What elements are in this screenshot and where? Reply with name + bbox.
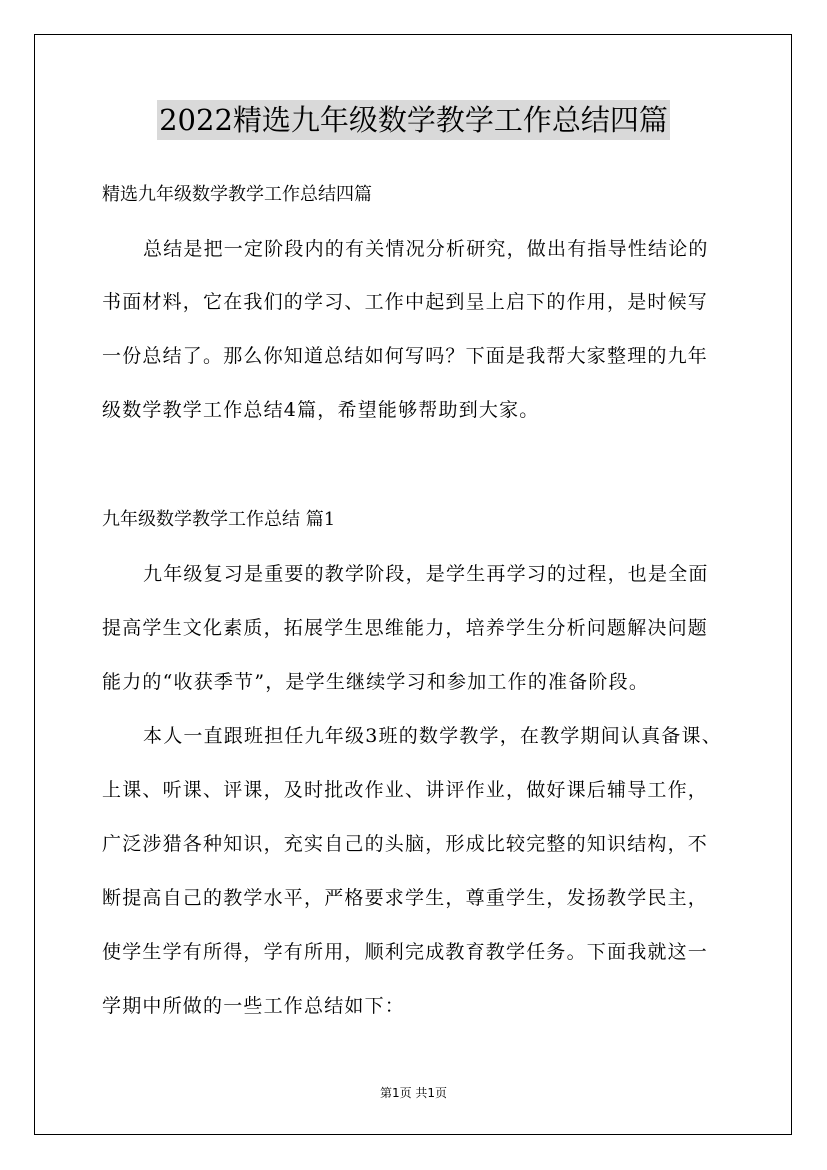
intro-line-1: 总结是把一定阶段内的有关情况分析研究，做出有指导性结论的 [143,238,709,260]
para2-line-3: 广泛涉猎各种知识，充实自己的头脑，形成比较完整的知识结构，不 [102,833,709,855]
para1-line-2: 提高学生文化素质，拓展学生思维能力，培养学生分析问题解决问题 [102,617,709,639]
para2-line-6: 学期中所做的一些工作总结如下： [102,995,406,1017]
para1-line-1: 九年级复习是重要的教学阶段，是学生再学习的过程，也是全面 [143,563,709,585]
intro-line-2: 书面材料，它在我们的学习、工作中起到呈上启下的作用，是时候写 [102,291,709,313]
intro-line-3: 一份总结了。那么你知道总结如何写吗？下面是我帮大家整理的九年 [102,345,709,367]
document-title: 2022精选九年级数学教学工作总结四篇 [157,100,670,140]
para2-line-5: 使学生学有所得，学有所用，顺利完成教育教学任务。下面我就这一 [102,941,709,963]
page-footer: 第1页 共1页 [379,1086,448,1100]
section-heading-1: 九年级数学教学工作总结 篇1 [102,509,336,530]
para2-line-4: 断提高自己的教学水平，严格要求学生，尊重学生，发扬教学民主， [102,887,709,909]
title-container [0,100,827,140]
para2-line-2: 上课、听课、评课，及时批改作业、讲评作业，做好课后辅导工作， [102,779,709,801]
para2-line-1: 本人一直跟班担任九年级3班的数学教学，在教学期间认真备课、 [143,725,722,747]
subtitle: 精选九年级数学教学工作总结四篇 [102,184,372,205]
para1-line-3: 能力的“收获季节”，是学生继续学习和参加工作的准备阶段。 [102,671,650,693]
intro-line-4: 级数学教学工作总结4篇，希望能够帮助到大家。 [102,399,540,421]
